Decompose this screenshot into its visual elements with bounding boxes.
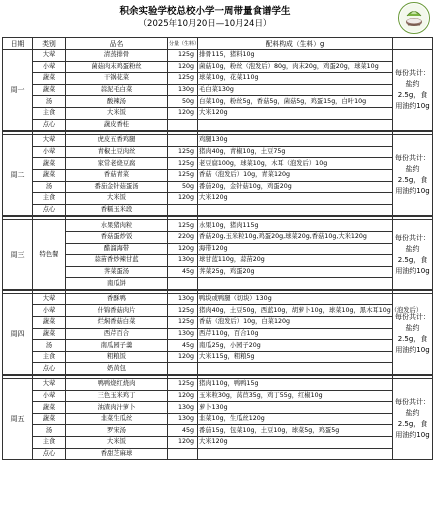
- table-row: [3, 158, 433, 170]
- page-title: 积余实验学校总校小学一周带量食谱学生: [119, 6, 291, 17]
- weight-cell: 130g: [168, 402, 198, 414]
- category-cell: 主食: [33, 351, 66, 363]
- table-row: [3, 437, 433, 449]
- weight-cell: [168, 204, 198, 216]
- ingredients-cell: 白菜10g，粉丝5g，香菇5g，菌菇5g，鸡蛋15g，白叶10g: [198, 96, 393, 108]
- dish-name-cell: 青椒土豆肉丝: [66, 146, 168, 158]
- weight-cell: 130g: [168, 293, 198, 305]
- column-header-dish: 品名: [66, 38, 168, 50]
- dish-name-cell: 家常老烧豆腐: [66, 158, 168, 170]
- table-row: [3, 317, 433, 329]
- category-cell: 大荤: [33, 135, 66, 147]
- weight-cell: 125g: [168, 317, 198, 329]
- dish-name-cell: 香酥鸭: [66, 293, 168, 305]
- table-row: [3, 390, 433, 402]
- weight-cell: [168, 363, 198, 375]
- dish-name-cell: 清蒸排骨: [66, 50, 168, 62]
- weight-cell: 130g: [168, 413, 198, 425]
- category-cell: 主食: [33, 107, 66, 119]
- ingredients-cell: 韭菜10g，生瓜丝120g: [198, 413, 393, 425]
- table-row: [3, 146, 433, 158]
- dish-name-cell: 香菇青菜: [66, 169, 168, 181]
- dish-name-cell: 蒜泥毛白菜: [66, 84, 168, 96]
- table-row: [3, 340, 433, 352]
- table-row: [3, 84, 433, 96]
- dish-name-cell: 粗粮饭: [66, 351, 168, 363]
- dish-name-cell: 大米饭: [66, 193, 168, 205]
- ingredients-cell: 西芹110g，百合10g: [198, 328, 393, 340]
- weight-cell: 50g: [168, 96, 198, 108]
- ingredients-cell: [198, 278, 393, 290]
- column-header-note: [393, 38, 433, 50]
- category-cell: 点心: [33, 363, 66, 375]
- category-cell: 大荤: [33, 50, 66, 62]
- dish-name-cell: 蒜苗香炒辣甘蓝: [66, 255, 168, 267]
- category-cell: 蔬菜: [33, 169, 66, 181]
- weight-cell: 120g: [168, 193, 198, 205]
- nutrition-note: 每份共计：盐约2.5g，食用油约10g: [393, 379, 433, 460]
- table-row: [3, 204, 433, 216]
- dish-name-cell: 大米饭: [66, 107, 168, 119]
- ingredients-cell: 大米120g: [198, 193, 393, 205]
- category-cell: 蔬菜: [33, 73, 66, 85]
- table-row: [3, 220, 433, 232]
- category-cell: 汤: [33, 340, 66, 352]
- dish-name-cell: 水果猪肉粒: [66, 220, 168, 232]
- dish-name-cell: 三色玉米鸡丁: [66, 390, 168, 402]
- dish-name-cell: 蔬皮香桂: [66, 119, 168, 131]
- weight-cell: 125g: [168, 146, 198, 158]
- weight-cell: 130g: [168, 328, 198, 340]
- ingredients-cell: 香菇20g,玉米粒10g,鸡蛋20g,球菜20g,香菇10g,大米120g: [198, 231, 393, 243]
- dish-name-cell: 南瓜饼: [66, 278, 168, 290]
- weight-cell: 120g: [168, 437, 198, 449]
- table-row: [3, 328, 433, 340]
- dish-name-cell: 罗宋汤: [66, 425, 168, 437]
- weight-cell: 120g: [168, 243, 198, 255]
- table-row: [3, 181, 433, 193]
- dish-name-cell: 鸭鸭烧红烧肉: [66, 379, 168, 391]
- weight-cell: 125g: [168, 220, 198, 232]
- category-cell: 小荤: [33, 61, 66, 73]
- table-row: [3, 169, 433, 181]
- category-cell: 蔬菜: [33, 328, 66, 340]
- table-row: [3, 351, 433, 363]
- ingredients-cell: 猪肉110g，鸭鸭15g: [198, 379, 393, 391]
- table-row: [3, 73, 433, 85]
- weight-cell: 125g: [168, 50, 198, 62]
- category-cell: 点心: [33, 448, 66, 460]
- weight-cell: 45g: [168, 425, 198, 437]
- category-cell: 蔬菜: [33, 158, 66, 170]
- ingredients-cell: 萝卜130g: [198, 402, 393, 414]
- weight-cell: 130g: [168, 255, 198, 267]
- ingredients-cell: 大米120g: [198, 107, 393, 119]
- dish-name-cell: 油渣肉汁萝卜: [66, 402, 168, 414]
- ingredients-cell: 猪肉40g，土豆50g，西蓝10g，胡萝卜10g，球菜10g，黑木耳10g（泡发后）: [198, 305, 393, 317]
- table-row: [3, 255, 433, 267]
- day-label: 周二: [3, 135, 33, 217]
- table-row: [3, 402, 433, 414]
- ingredients-cell: 香菇（泡发后）10g，白菜120g: [198, 317, 393, 329]
- category-cell: 小荤: [33, 390, 66, 402]
- ingredients-cell: 球甘蓝110g，蒜苗20g: [198, 255, 393, 267]
- category-cell: 蔬菜: [33, 317, 66, 329]
- table-row: [3, 61, 433, 73]
- weight-cell: 120g: [168, 61, 198, 73]
- dish-name-cell: 奶黄包: [66, 363, 168, 375]
- ingredients-cell: 海带120g: [198, 243, 393, 255]
- dish-name-cell: 荠菜蛋汤: [66, 266, 168, 278]
- category-cell: 小荤: [33, 305, 66, 317]
- weight-cell: 125g: [168, 158, 198, 170]
- category-cell: 主食: [33, 437, 66, 449]
- weight-cell: 125g: [168, 305, 198, 317]
- day-label: 周一: [3, 50, 33, 132]
- dish-name-cell: 香菇蛋炒饭: [66, 231, 168, 243]
- ingredients-cell: [198, 363, 393, 375]
- weight-cell: 130g: [168, 84, 198, 96]
- weight-cell: 125g: [168, 379, 198, 391]
- weekly-menu-table: [2, 37, 433, 460]
- weight-cell: 50g: [168, 181, 198, 193]
- table-row: [3, 135, 433, 147]
- nutrition-note: 每份共计：盐约2.5g，食用油约10g: [393, 220, 433, 290]
- ingredients-cell: [198, 448, 393, 460]
- page-header: [0, 0, 434, 38]
- ingredients-cell: 鸭块或鸭腿（切块）130g: [198, 293, 393, 305]
- ingredients-cell: 香菇（泡发后）10g，青菜120g: [198, 169, 393, 181]
- weight-cell: 125g: [168, 169, 198, 181]
- dish-name-cell: 菌菇肉末鸡蛋粉丝: [66, 61, 168, 73]
- weight-cell: 125g: [168, 73, 198, 85]
- special-meal-label: 特色餐: [33, 220, 66, 290]
- ingredients-cell: 毛白菜130g: [198, 84, 393, 96]
- table-row: [3, 379, 433, 391]
- dish-name-cell: 南瓜园子羹: [66, 340, 168, 352]
- weight-cell: [168, 448, 198, 460]
- ingredients-cell: 番茄15g，包菜10g，土豆10g，球菜5g，鸡蛋5g: [198, 425, 393, 437]
- ingredients-cell: 菌菇10g，粉丝（泡发后）80g，肉末20g，鸡蛋20g，球菜10g: [198, 61, 393, 73]
- category-cell: 大荤: [33, 379, 66, 391]
- table-row: [3, 293, 433, 305]
- table-row: [3, 363, 433, 375]
- dish-name-cell: 香糯玉米段: [66, 204, 168, 216]
- table-row: [3, 266, 433, 278]
- table-row: [3, 425, 433, 437]
- category-cell: 汤: [33, 425, 66, 437]
- category-cell: 蔬菜: [33, 413, 66, 425]
- ingredients-cell: 荠菜25g，鸡蛋20g: [198, 266, 393, 278]
- table-row: [3, 243, 433, 255]
- weight-cell: 120g: [168, 351, 198, 363]
- weight-cell: 120g: [168, 390, 198, 402]
- ingredients-cell: 水果10g，猪肉115g: [198, 220, 393, 232]
- category-cell: 小荤: [33, 146, 66, 158]
- dish-name-cell: 香甜芝麻球: [66, 448, 168, 460]
- day-label: 周四: [3, 293, 33, 375]
- dish-name-cell: 烂焖香菇白菜: [66, 317, 168, 329]
- category-cell: 点心: [33, 204, 66, 216]
- dish-name-cell: 干锅花菜: [66, 73, 168, 85]
- column-header-weight: 分量（生料）: [168, 38, 198, 50]
- weight-cell: [168, 119, 198, 131]
- weight-cell: 220g: [168, 231, 198, 243]
- table-header-row: [3, 38, 433, 50]
- weight-cell: [168, 135, 198, 147]
- date-range: （2025年10月20日—10月24日）: [138, 19, 272, 29]
- table-row: [3, 107, 433, 119]
- ingredients-cell: 球菜10g，花菜110g: [198, 73, 393, 85]
- weight-cell: 45g: [168, 266, 198, 278]
- school-logo-icon: [398, 2, 430, 34]
- ingredients-cell: 番茄20g，金针菇10g，鸡蛋20g: [198, 181, 393, 193]
- ingredients-cell: 大米115g，粗粮5g: [198, 351, 393, 363]
- ingredients-cell: 老豆腐100g，球菜10g，木耳（泡发后）10g: [198, 158, 393, 170]
- dish-name-cell: 西芹百合: [66, 328, 168, 340]
- category-cell: 大荤: [33, 293, 66, 305]
- column-header-category: 类别: [33, 38, 66, 50]
- category-cell: 蔬菜: [33, 402, 66, 414]
- table-row: [3, 231, 433, 243]
- ingredients-cell: [198, 119, 393, 131]
- ingredients-cell: 南瓜25g，小园子20g: [198, 340, 393, 352]
- day-label: 周五: [3, 379, 33, 460]
- ingredients-cell: 玉米粒30g，莴苣35g，鸡丁55g，红椒10g: [198, 390, 393, 402]
- category-cell: 点心: [33, 119, 66, 131]
- weight-cell: 120g: [168, 107, 198, 119]
- category-cell: 蔬菜: [33, 84, 66, 96]
- weight-cell: 45g: [168, 340, 198, 352]
- ingredients-cell: 排骨115，猪料10g: [198, 50, 393, 62]
- dish-name-cell: 韭菜生瓜丝: [66, 413, 168, 425]
- column-header-ingredients: 配料构成（生料）g: [198, 38, 393, 50]
- table-row: [3, 305, 433, 317]
- category-cell: 汤: [33, 181, 66, 193]
- category-cell: 主食: [33, 193, 66, 205]
- menu-body: [3, 50, 433, 460]
- day-label: 周三: [3, 220, 33, 290]
- category-cell: 汤: [33, 96, 66, 108]
- table-row: [3, 96, 433, 108]
- table-row: [3, 193, 433, 205]
- ingredients-cell: 鸡腿130g: [198, 135, 393, 147]
- ingredients-cell: [198, 204, 393, 216]
- dish-name-cell: 酸辣汤: [66, 96, 168, 108]
- dish-name-cell: 番茄金针菇蛋汤: [66, 181, 168, 193]
- nutrition-note: 每份共计：盐约2.5g，食用油约10g: [393, 50, 433, 132]
- table-row: [3, 448, 433, 460]
- dish-name-cell: 醋溜海带: [66, 243, 168, 255]
- table-row: [3, 119, 433, 131]
- table-row: [3, 278, 433, 290]
- column-header-date: 日期: [3, 38, 33, 50]
- table-row: [3, 50, 433, 62]
- dish-name-cell: 什锦香菇肉片: [66, 305, 168, 317]
- dish-name-cell: 大米饭: [66, 437, 168, 449]
- ingredients-cell: 猪肉40g，青椒10g，土豆75g: [198, 146, 393, 158]
- ingredients-cell: 大米120g: [198, 437, 393, 449]
- dish-name-cell: 虎皮五香鸡腿: [66, 135, 168, 147]
- weight-cell: [168, 278, 198, 290]
- nutrition-note: 每份共计：盐约2.5g，食用油约10g: [393, 135, 433, 217]
- table-row: [3, 413, 433, 425]
- nutrition-note: 每份共计：盐约2.5g，食用油约10g: [393, 293, 433, 375]
